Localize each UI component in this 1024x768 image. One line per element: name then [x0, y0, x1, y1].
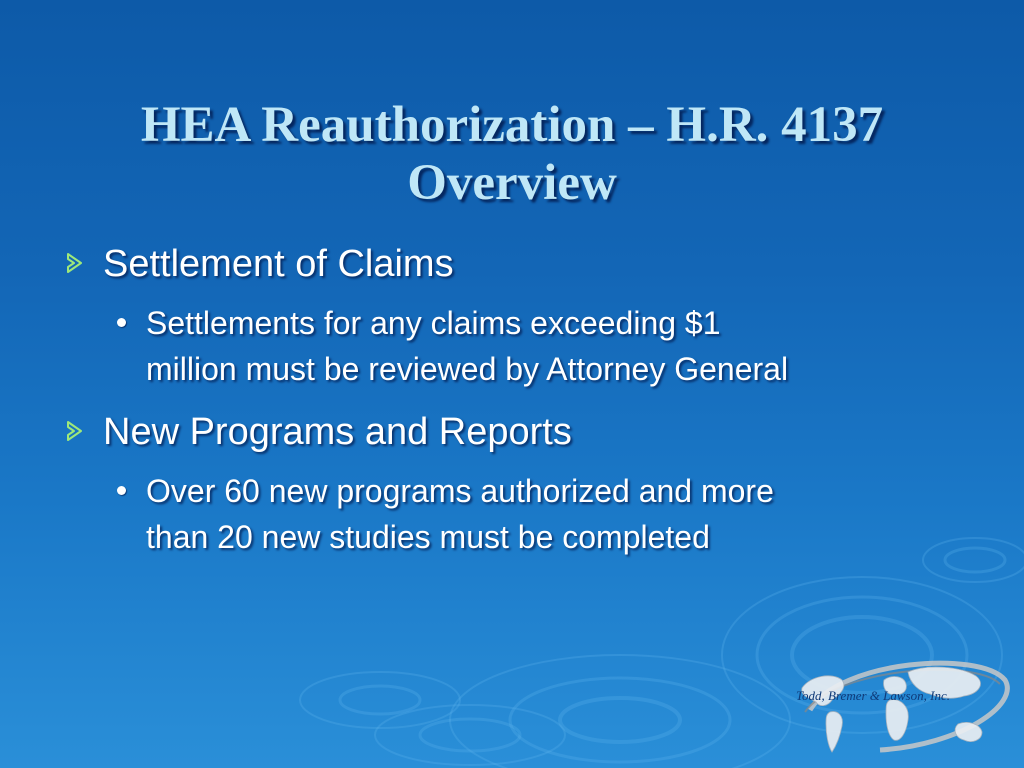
- sub-bullet-new-programs: [146, 468, 980, 560]
- round-bullet-icon: [117, 486, 126, 495]
- arrow-chevron-bullet-icon: [64, 419, 88, 443]
- sub-bullet-line: Over 60 new programs authorized and more: [146, 473, 774, 509]
- sub-bullet-line: than 20 new studies must be completed: [146, 519, 710, 555]
- world-map-globe-icon: [780, 650, 1020, 760]
- arrow-chevron-bullet-icon: [64, 251, 88, 275]
- slide-title-line1: HEA Reauthorization – H.R. 4137: [140, 97, 884, 153]
- bullet-text: New Programs and Reports: [103, 411, 572, 453]
- bullet-settlement-of-claims: [60, 238, 980, 290]
- bullet-text: Settlement of Claims: [103, 243, 454, 285]
- sub-bullet-line: Settlements for any claims exceeding $1: [146, 305, 721, 341]
- sub-bullet-settlements: [146, 300, 980, 392]
- slide-title-line2: Overview: [407, 155, 617, 211]
- company-logo-text: Todd, Bremer & Lawson, Inc.: [796, 688, 950, 703]
- slide-title: [40, 96, 984, 212]
- round-bullet-icon: [117, 318, 126, 327]
- slide-body: [60, 238, 980, 560]
- sub-bullet-line: million must be reviewed by Attorney General: [146, 351, 789, 387]
- bullet-new-programs-and-reports: [60, 406, 980, 458]
